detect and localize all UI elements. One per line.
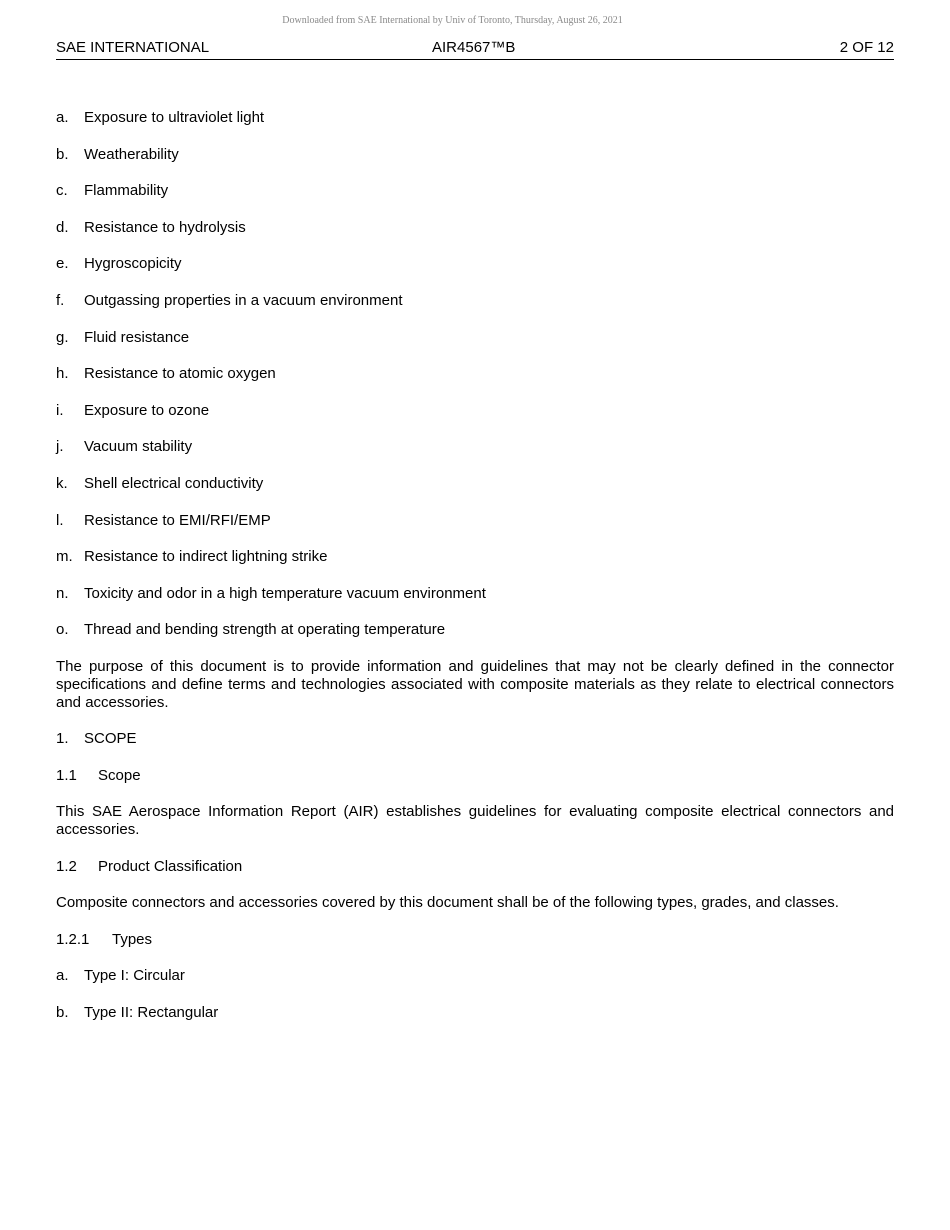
section-number: 1.2 bbox=[56, 857, 77, 875]
list-item bbox=[56, 621, 894, 639]
list-item bbox=[56, 365, 894, 383]
section-title: Types bbox=[112, 930, 153, 948]
section-number: 1. bbox=[56, 730, 69, 748]
list-text: Exposure to ozone bbox=[84, 401, 210, 419]
page-number: 2 OF 12 bbox=[839, 39, 894, 56]
list-item bbox=[56, 1004, 894, 1022]
list-text: Resistance to EMI/RFI/EMP bbox=[84, 511, 271, 529]
list-item bbox=[56, 402, 894, 420]
list-marker: g. bbox=[56, 328, 69, 346]
section-heading-scope bbox=[56, 730, 894, 748]
list-marker: k. bbox=[56, 474, 68, 492]
list-marker: h. bbox=[56, 365, 69, 383]
list-text: Type I: Circular bbox=[84, 967, 185, 985]
list-text: Thread and bending strength at operating temperature bbox=[84, 621, 446, 639]
list-text: Hygroscopicity bbox=[84, 255, 182, 273]
list-text: Type II: Rectangular bbox=[84, 1004, 219, 1021]
subsection-heading-scope bbox=[56, 767, 894, 785]
section-title: SCOPE bbox=[84, 730, 137, 748]
list-item bbox=[56, 329, 894, 347]
list-text: Vacuum stability bbox=[84, 438, 193, 456]
document-number: AIR4567™B bbox=[432, 39, 516, 56]
list-text: Toxicity and odor in a high temperature vacuum environment bbox=[84, 584, 486, 602]
list-text: Outgassing properties in a vacuum environment bbox=[84, 291, 403, 309]
list-text: Weatherability bbox=[84, 145, 179, 163]
scope-paragraph: This SAE Aerospace Information Report (AIR) establishes guidelines for evaluating composite electrical connectors and accessories. bbox=[56, 803, 894, 839]
section-title: Product Classification bbox=[98, 857, 243, 875]
list-item bbox=[56, 548, 894, 566]
list-item bbox=[56, 512, 894, 530]
list-item bbox=[56, 475, 894, 493]
list-marker: j. bbox=[56, 438, 64, 456]
property-list bbox=[56, 109, 894, 639]
purpose-paragraph: The purpose of this document is to provide information and guidelines that may not be clearly defined in the connector specifications and define terms and technologies associated with composite materials as they relate to electrical connectors and accessories. bbox=[56, 657, 894, 711]
list-marker: b. bbox=[56, 1004, 69, 1021]
list-text: Flammability bbox=[84, 182, 169, 200]
list-marker: f. bbox=[56, 291, 65, 309]
list-marker: o. bbox=[56, 621, 69, 639]
list-marker: i. bbox=[56, 401, 64, 419]
list-marker: d. bbox=[56, 218, 69, 236]
list-text: Resistance to hydrolysis bbox=[84, 218, 246, 236]
section-title: Scope bbox=[98, 766, 141, 784]
document-body bbox=[56, 109, 894, 1041]
list-item bbox=[56, 182, 894, 200]
list-text: Resistance to atomic oxygen bbox=[84, 365, 276, 383]
section-number: 1.2.1 bbox=[56, 930, 90, 948]
subsection-heading-classification bbox=[56, 858, 894, 876]
section-number: 1.1 bbox=[56, 766, 77, 784]
list-text: Shell electrical conductivity bbox=[84, 474, 264, 492]
list-marker: l. bbox=[56, 511, 64, 529]
list-marker: c. bbox=[56, 182, 68, 200]
classification-paragraph: Composite connectors and accessories covered by this document shall be of the following types, grades, and classes. bbox=[56, 894, 839, 912]
list-marker: b. bbox=[56, 145, 69, 163]
list-item bbox=[56, 109, 894, 127]
list-item bbox=[56, 438, 894, 456]
list-marker: a. bbox=[56, 967, 69, 985]
list-marker: m. bbox=[56, 548, 73, 566]
download-watermark: Downloaded from SAE International by Univ of Toronto, Thursday, August 26, 2021 bbox=[282, 15, 623, 26]
list-item bbox=[56, 219, 894, 237]
publisher-name: SAE INTERNATIONAL bbox=[56, 39, 210, 56]
list-marker: n. bbox=[56, 584, 69, 602]
list-marker: e. bbox=[56, 255, 69, 273]
types-list bbox=[56, 967, 894, 1022]
list-item bbox=[56, 585, 894, 603]
list-item bbox=[56, 967, 894, 985]
list-item bbox=[56, 292, 894, 310]
page-header bbox=[56, 37, 894, 60]
list-marker: a. bbox=[56, 109, 69, 126]
list-text: Exposure to ultraviolet light bbox=[84, 109, 265, 126]
list-text: Resistance to indirect lightning strike bbox=[84, 548, 328, 566]
list-item bbox=[56, 255, 894, 273]
subsubsection-heading-types bbox=[56, 931, 894, 949]
list-text: Fluid resistance bbox=[84, 328, 190, 346]
list-item bbox=[56, 146, 894, 164]
